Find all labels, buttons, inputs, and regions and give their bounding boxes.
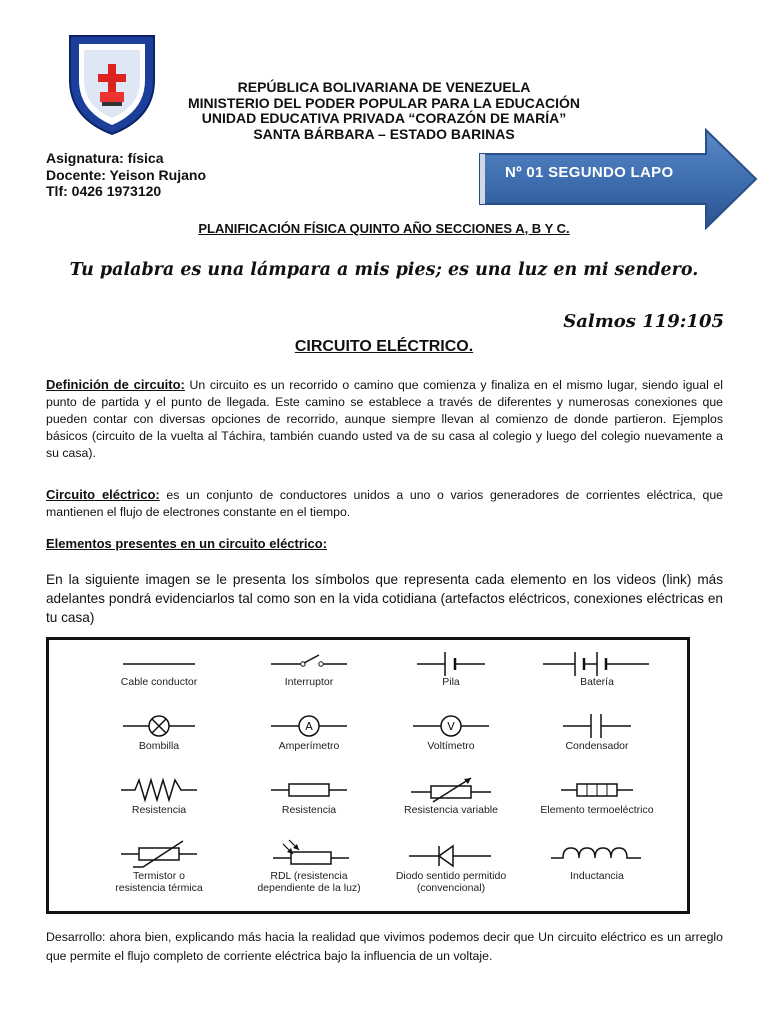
svg-text:V: V xyxy=(447,720,455,733)
symbol-thermistor xyxy=(79,836,239,894)
symbol-label: Batería xyxy=(580,676,614,688)
development-text: ahora bien, explicando más hacia la realidad que vivimos podemos decir que Un circuito eléctrico es un arreglo que permite el flujo completo de corriente eléctrica bajo la influencia de un voltaje. xyxy=(46,930,723,963)
battery-symbol-icon xyxy=(537,648,657,676)
symbol-label: Resistencia xyxy=(281,804,337,816)
resistor-zigzag-symbol-icon xyxy=(109,774,209,804)
symbol-label: Condensador xyxy=(565,740,629,752)
electric-circuit-text: es un conjunto de conductores unidos a uno o varios generadores de corrientes eléctrica, que mantienen el flujo de electrones constante en el tiempo. xyxy=(46,488,723,519)
definition-text: Un circuito es un recorrido o camino que comienza y finaliza en el mismo lugar, siendo igual el punto de partida y el punto de llegada. Este camino se establece a través de diferentes y numerosas conexiones que pueden contar con diversas opciones de recorrido, aunque siempre llevan al comienzo de donde partieron. Ejemplos básicos (circuito de la vuelta al Táchira, también cuando usted va de su casa al colegio y luego del colegio nuevamente a su casa). xyxy=(46,378,723,460)
inductor-symbol-icon xyxy=(537,836,657,870)
header-line-3: UNIDAD EDUCATIVA PRIVADA “CORAZÓN DE MARÍA” xyxy=(201,110,567,126)
symbol-label: Inductancia xyxy=(570,870,624,882)
symbol-diode xyxy=(371,836,531,894)
electric-circuit-term: Circuito eléctrico: xyxy=(46,487,160,502)
ldr-symbol-icon xyxy=(259,836,359,870)
header-line-2: MINISTERIO DEL PODER POPULAR PARA LA EDUCACIÓN xyxy=(187,94,581,111)
symbol-ldr xyxy=(229,836,389,894)
symbol-capacitor xyxy=(517,712,677,752)
definition-term: Definición de circuito: xyxy=(46,377,185,392)
teacher: Docente: Yeison Rujano xyxy=(46,166,206,183)
svg-text:A: A xyxy=(305,720,313,733)
phone: Tlf: 0426 1973120 xyxy=(46,183,162,199)
header-line-4: SANTA BÁRBARA – ESTADO BARINAS xyxy=(253,125,515,142)
symbol-resistor-box xyxy=(229,774,389,816)
symbol-thermoelectric xyxy=(517,774,677,816)
symbol-label: Interruptor xyxy=(284,676,334,688)
symbol-battery xyxy=(517,648,677,688)
symbol-cell xyxy=(371,648,531,688)
thermoelectric-symbol-icon xyxy=(537,774,657,804)
verse-reference: Salmos 119:105 xyxy=(563,311,724,332)
bulb-symbol-icon xyxy=(109,712,209,740)
lapse-banner-label: Nº 01 SEGUNDO LAPO xyxy=(505,164,674,181)
development-paragraph xyxy=(46,928,723,966)
subject: Asignatura: física xyxy=(46,150,164,166)
symbol-resistor-zigzag xyxy=(79,774,239,816)
definition-paragraph xyxy=(46,376,723,462)
symbol-label: Cable conductor xyxy=(120,676,198,688)
symbol-ammeter xyxy=(229,712,389,752)
capacitor-symbol-icon xyxy=(537,712,657,740)
symbol-variable-resistor xyxy=(371,774,531,816)
switch-symbol-icon xyxy=(259,648,359,676)
symbol-label: Voltímetro xyxy=(427,740,475,752)
symbol-label: Resistencia variable xyxy=(404,804,498,816)
symbol-label: Elemento termoeléctrico xyxy=(540,804,654,816)
plan-title: PLANIFICACIÓN FÍSICA QUINTO AÑO SECCIONES A, B Y C. xyxy=(198,221,570,236)
symbol-label: Amperímetro xyxy=(278,740,340,752)
symbol-label: Bombilla xyxy=(138,740,180,752)
verse-text: Tu palabra es una lámpara a mis pies; es una luz en mi sendero. xyxy=(69,260,699,280)
elements-heading: Elementos presentes en un circuito eléctrico: xyxy=(46,536,328,551)
symbol-label: Termistor o resistencia térmica xyxy=(115,870,203,894)
symbol-label: Resistencia xyxy=(131,804,187,816)
symbol-switch xyxy=(229,648,389,688)
main-title: CIRCUITO ELÉCTRICO. xyxy=(294,338,474,355)
elements-intro: En la siguiente imagen se le presenta los símbolos que representa cada elemento en los videos (link) más adelantes pondrá evidenciarlos tal como son en la vida cotidiana (artefactos eléctricos, conexiones eléctricas en tu casa) xyxy=(46,572,723,625)
development-term: Desarrollo: xyxy=(46,930,106,944)
symbol-bulb xyxy=(79,712,239,752)
course-info xyxy=(46,150,206,200)
symbol-voltmeter xyxy=(371,712,531,752)
variable-resistor-symbol-icon xyxy=(401,774,501,804)
thermistor-symbol-icon xyxy=(109,836,209,870)
symbol-label: Diodo sentido permitido (convencional) xyxy=(395,870,507,894)
cable-symbol-icon xyxy=(109,648,209,676)
symbol-inductor xyxy=(517,836,677,882)
circuit-symbols-figure xyxy=(46,637,690,914)
cell-symbol-icon xyxy=(401,648,501,676)
symbol-label: Pila xyxy=(442,676,460,688)
resistor-box-symbol-icon xyxy=(259,774,359,804)
electric-circuit-paragraph xyxy=(46,486,723,521)
ammeter-symbol-icon xyxy=(259,712,359,740)
diode-symbol-icon xyxy=(401,836,501,870)
symbol-label: RDL (resistencia dependiente de la luz) xyxy=(257,870,361,894)
voltmeter-symbol-icon xyxy=(401,712,501,740)
symbol-cable xyxy=(79,648,239,688)
header-line-1: REPÚBLICA BOLIVARIANA DE VENEZUELA xyxy=(237,79,531,95)
